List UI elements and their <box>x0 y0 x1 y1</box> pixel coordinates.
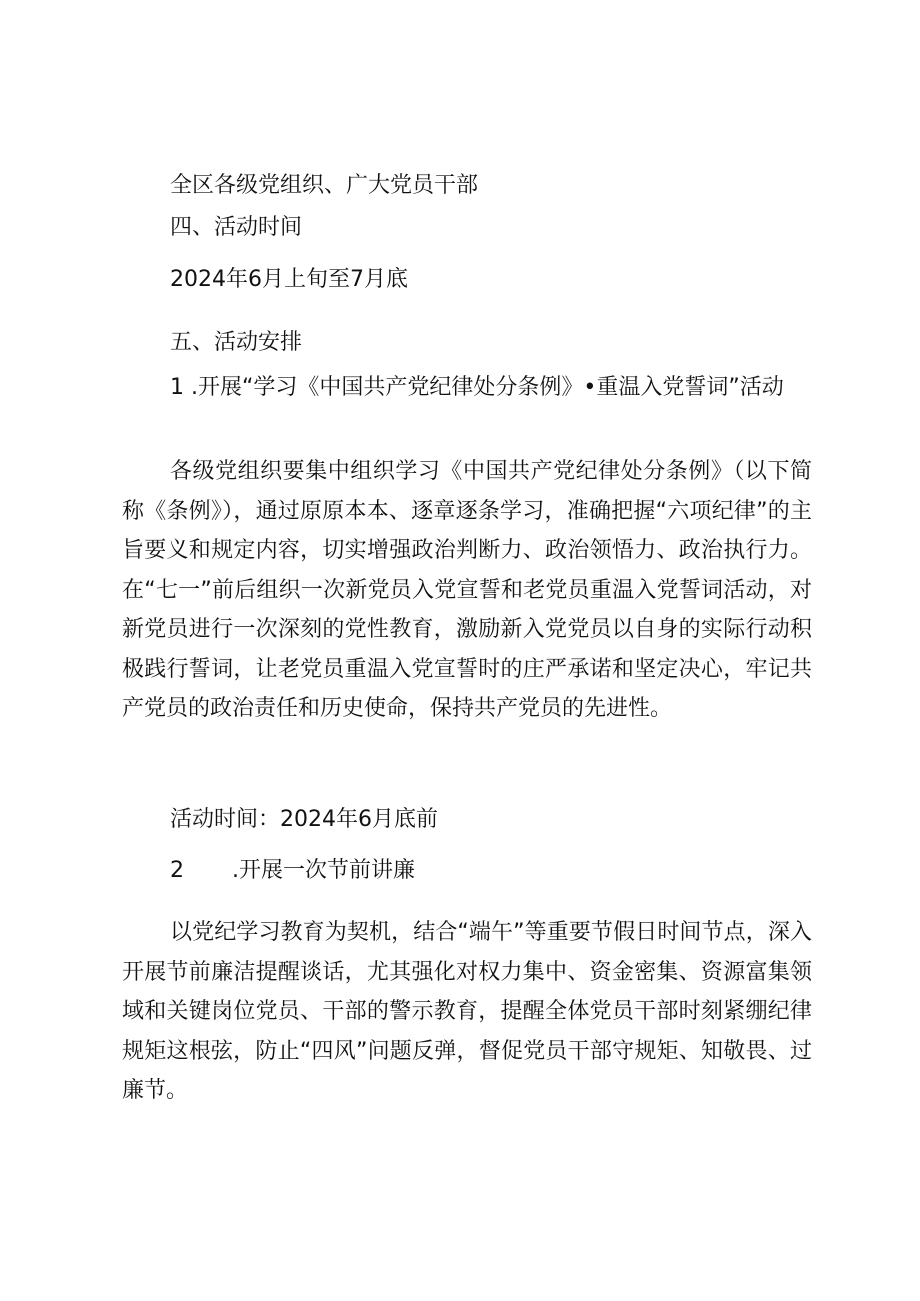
item-2-body: 以党纪学习教育为契机，结合“端午”等重要节假日时间节点，深入开展节前廉洁提醒谈话，尤其强化对权力集中、资金密集、资源富集领域和关键岗位党员、干部的警示教育，提醒全体党员干部时刻紧绷纪律规矩这根弦，防止“四风”问题反弹，督促党员干部守规矩、知敬畏、过廉节。 <box>122 920 812 1103</box>
item-2-heading: .开展一次节前讲廉 <box>232 858 415 883</box>
item-2-heading-row <box>170 857 415 885</box>
scope-line: 全区各级党组织、广大党员干部 <box>170 173 479 198</box>
item-1-body: 各级党组织要集中组织学习《中国共产党纪律处分条例》（以下简称《条例》），通过原原本本、逐章逐条学习，准确把握“六项纪律”的主旨要义和规定内容，切实增强政治判断力、政治领悟力、政治执行力。在“七一”前后组织一次新党员入党宣誓和老党员重温入党誓词活动，对新党员进行一次深刻的党性教育，激励新入党党员以自身的实际行动积极践行誓词，让老党员重温入党宣誓时的庄严承诺和坚定决心，牢记共产党员的政治责任和历史使命，保持共产党员的先进性。 <box>122 459 812 721</box>
section-5-heading: 五、活动安排 <box>170 330 303 355</box>
item-1-time: 活动时间：2024年6月底前 <box>170 807 438 832</box>
item-2-number: 2 <box>170 858 184 883</box>
item-1-heading: 1 .开展“学习《中国共产党纪律处分条例》•重温入党誓词”活动 <box>170 375 784 400</box>
section-4-heading: 四、活动时间 <box>170 215 303 240</box>
activity-period: 2024年6月上旬至7月底 <box>170 267 408 292</box>
